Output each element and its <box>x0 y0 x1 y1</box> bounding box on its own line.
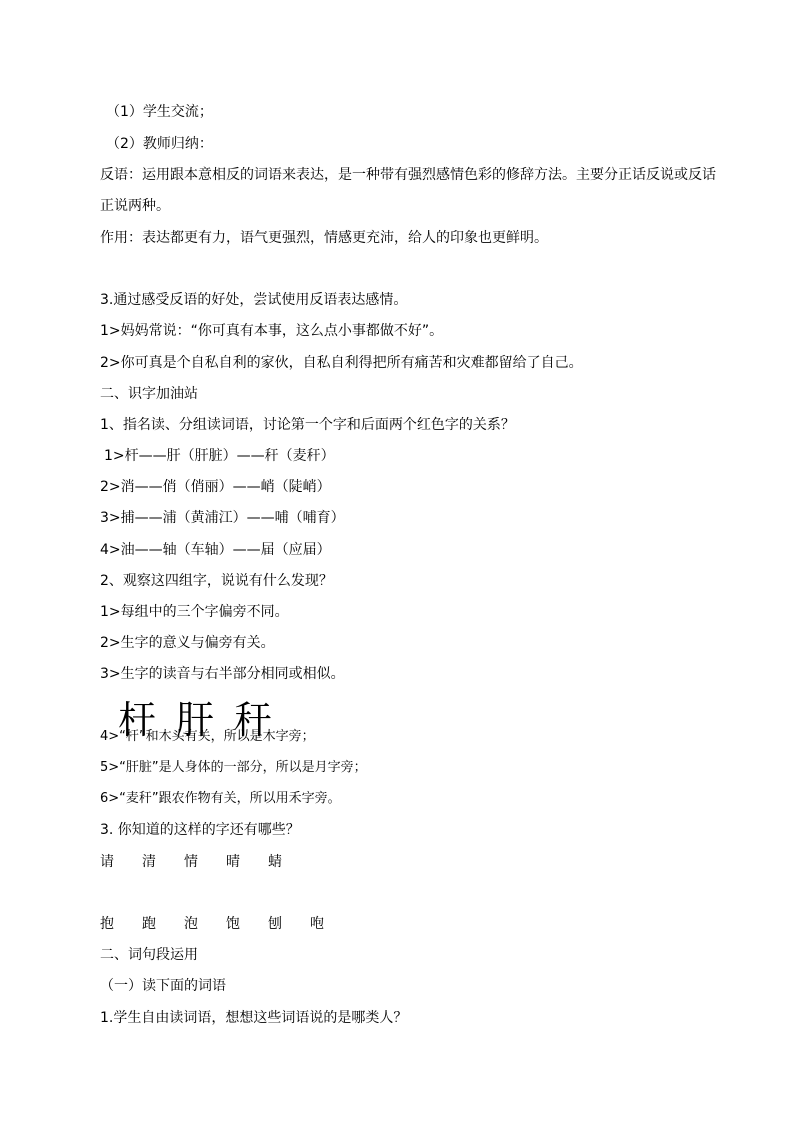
section-heading: 二、词句段运用 <box>100 947 198 963</box>
character: 泡 <box>184 916 198 932</box>
character-row <box>100 854 310 870</box>
text-line: 1>妈妈常说：“你可真有本事，这么点小事都做不好”。 <box>100 323 444 339</box>
text-line: 6>“麦秆”跟农作物有关，所以用禾字旁。 <box>100 791 341 806</box>
character: 饱 <box>226 916 240 932</box>
text-line: 3.通过感受反语的好处，尝试使用反语表达感情。 <box>100 292 408 308</box>
text-line: 2>你可真是个自私自利的家伙，自私自利得把所有痛苦和灾难都留给了自己。 <box>100 355 583 371</box>
section-heading: 二、识字加油站 <box>100 386 198 402</box>
text-line: （1）学生交流； <box>106 104 213 120</box>
text-line: 2>消——俏（俏丽）——峭（陡峭） <box>100 479 331 495</box>
character: 晴 <box>226 854 240 870</box>
character: 跑 <box>142 916 156 932</box>
text-line: 反语：运用跟本意相反的词语来表达，是一种带有强烈感情色彩的修辞方法。主要分正话反说或反话 <box>100 167 716 183</box>
character: 抱 <box>100 916 114 932</box>
text-line: 3. 你知道的这样的字还有哪些？ <box>100 822 300 838</box>
text-line: 1>杆——肝（肝脏）——秆（麦秆） <box>104 448 335 464</box>
text-line: 5>“肝脏”是人身体的一部分，所以是月字旁； <box>100 760 367 775</box>
text-line: 1.学生自由读词语，想想这些词语说的是哪类人？ <box>100 1010 408 1026</box>
large-character: 秆 <box>234 698 273 742</box>
character: 清 <box>142 854 156 870</box>
subsection-heading: （一）读下面的词语 <box>100 978 226 994</box>
character: 请 <box>100 854 114 870</box>
text-line: 1>每组中的三个字偏旁不同。 <box>100 604 289 620</box>
text-line: 2>生字的意义与偏旁有关。 <box>100 635 275 651</box>
text-line: 2、观察这四组字，说说有什么发现？ <box>100 573 333 589</box>
text-line: 1、指名读、分组读词语，讨论第一个字和后面两个红色字的关系？ <box>100 417 515 433</box>
text-line: 正说两种。 <box>100 198 170 214</box>
character: 刨 <box>268 916 282 932</box>
character-row <box>100 916 352 932</box>
large-character: 杆 <box>118 698 157 742</box>
text-line: （2）教师归纳： <box>106 136 213 152</box>
character: 情 <box>184 854 198 870</box>
large-character: 肝 <box>176 698 215 742</box>
character: 咆 <box>310 916 324 932</box>
text-line: 3>生字的读音与右半部分相同或相似。 <box>100 666 345 682</box>
text-line: 4>“杆”和木头有关，所以是木字旁； <box>100 729 315 744</box>
character: 蜻 <box>268 854 282 870</box>
text-line: 作用：表达都更有力，语气更强烈，情感更充沛，给人的印象也更鲜明。 <box>100 230 548 246</box>
text-line: 3>捕——浦（黄浦江）——哺（哺育） <box>100 510 345 526</box>
text-line: 4>油——轴（车轴）——届（应届） <box>100 542 331 558</box>
